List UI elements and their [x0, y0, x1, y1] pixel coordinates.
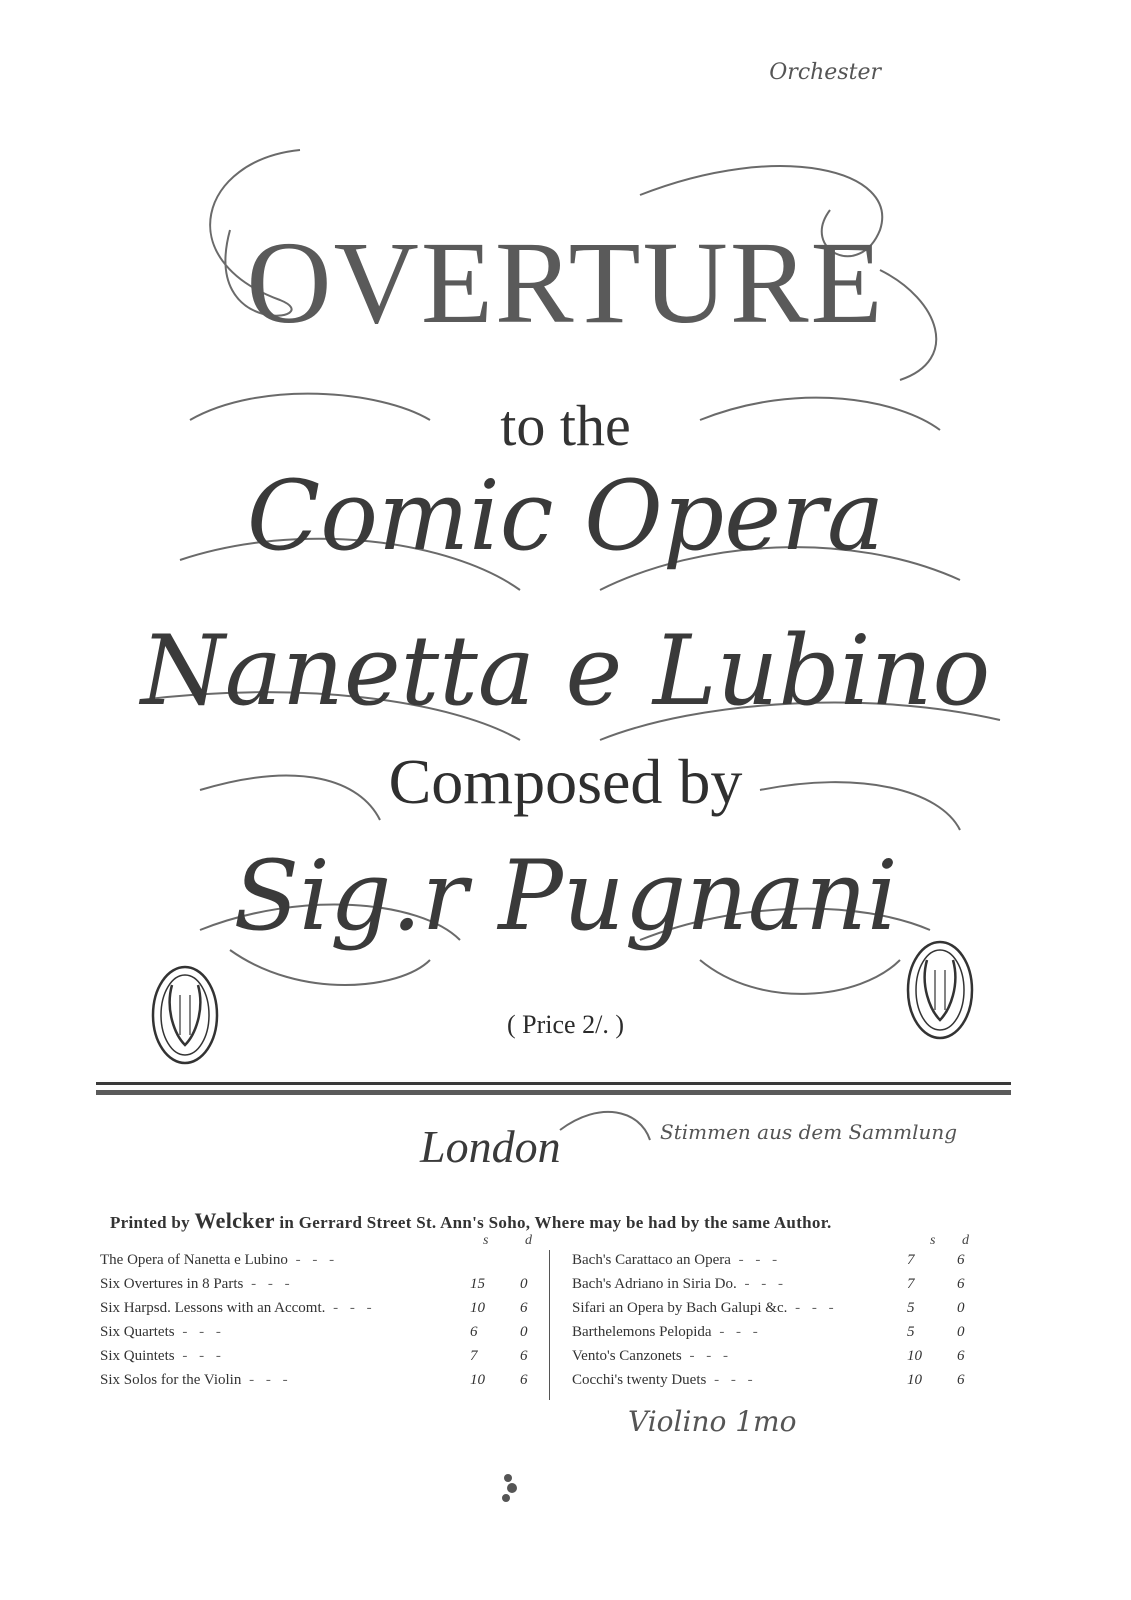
catalog-left [100, 1252, 540, 1402]
catalog-item-title: Vento's Canzonets [572, 1348, 682, 1364]
catalog-item-shillings: 5 [907, 1300, 915, 1316]
catalog-item-pence: 6 [520, 1300, 528, 1316]
col-d-left: d [525, 1233, 532, 1248]
catalog-item-shillings: 5 [907, 1324, 915, 1340]
leader-dots: - - - [787, 1300, 838, 1316]
catalog-item-title: Six Quintets [100, 1348, 175, 1364]
leader-dots: - - - [241, 1372, 292, 1388]
catalog-divider [549, 1250, 550, 1400]
imprint-prefix: Printed by [110, 1213, 190, 1232]
col-s-right: s [930, 1233, 936, 1248]
handwritten-note: Stimmen aus dem Sammlung [660, 1120, 958, 1144]
catalog-item-pence: 6 [957, 1348, 965, 1364]
leader-dots: - - - [706, 1372, 757, 1388]
leader-dots: - - - [174, 1348, 225, 1364]
catalog-item-shillings: 15 [470, 1276, 485, 1292]
leader-dots: - - - [243, 1276, 294, 1292]
catalog-item-title: The Opera of Nanetta e Lubino [100, 1252, 288, 1268]
imprint-publisher: Welcker [194, 1208, 275, 1233]
catalog-item-pence: 6 [520, 1348, 528, 1364]
place-london: London [420, 1121, 561, 1172]
catalog-item-pence: 0 [520, 1276, 528, 1292]
catalog-item-pence: 0 [957, 1324, 965, 1340]
divider-rule-thick [96, 1090, 1011, 1095]
divider-rule [96, 1082, 1011, 1085]
catalog-item [100, 1300, 540, 1317]
library-stamp-icon [502, 1474, 517, 1502]
catalog-item-title: Bach's Adriano in Siria Do. [572, 1276, 737, 1292]
catalog-item-shillings: 10 [470, 1300, 485, 1316]
leader-dots: - - - [174, 1324, 225, 1340]
catalog-item-pence: 0 [957, 1300, 965, 1316]
imprint-line [110, 1208, 832, 1234]
catalog-item [100, 1276, 540, 1293]
leader-dots: - - - [287, 1252, 339, 1268]
composer-name: Sig.r Pugnani [233, 840, 898, 952]
catalog-item-shillings: 7 [907, 1252, 915, 1268]
catalog-item-shillings: 7 [470, 1348, 478, 1364]
catalog-item-pence: 6 [957, 1252, 965, 1268]
imprint-rest: in Gerrard Street St. Ann's Soho, Where may be had by the same Author. [279, 1213, 832, 1232]
catalog-item [100, 1372, 540, 1389]
catalog-item [100, 1252, 540, 1269]
catalog-item [572, 1324, 992, 1341]
catalog-item-pence: 6 [520, 1372, 528, 1388]
catalog-item [572, 1276, 992, 1293]
catalog-item-shillings: 10 [907, 1372, 922, 1388]
catalog-item-title: Cocchi's twenty Duets [572, 1372, 707, 1388]
catalog-item [572, 1252, 992, 1269]
catalog-right [572, 1252, 992, 1402]
catalog-item-title: Six Solos for the Violin [100, 1372, 242, 1388]
catalog-item-title: Six Overtures in 8 Parts [100, 1276, 244, 1292]
catalog-item [572, 1372, 992, 1389]
catalog-item [572, 1348, 992, 1365]
col-d-right: d [962, 1233, 969, 1248]
leader-dots: - - - [325, 1300, 376, 1316]
catalog-item [100, 1324, 540, 1341]
title-to-the: to the [500, 393, 631, 458]
catalog-item-title: Six Harpsd. Lessons with an Accomt. [100, 1300, 326, 1316]
title-overture: OVERTURE [246, 217, 885, 348]
catalog-item [572, 1300, 992, 1317]
catalog-item-pence: 6 [957, 1276, 965, 1292]
catalog-item-pence: 6 [957, 1372, 965, 1388]
leader-dots: - - - [711, 1324, 762, 1340]
catalog-item-title: Barthelemons Pelopida [572, 1324, 712, 1340]
catalog-item-title: Six Quartets [100, 1324, 175, 1340]
corner-handwritten-note: Orchester [769, 60, 881, 85]
catalog-item-shillings: 6 [470, 1324, 478, 1340]
leader-dots: - - - [736, 1276, 788, 1292]
col-s-left: s [483, 1233, 489, 1248]
catalog-item-shillings: 10 [907, 1348, 922, 1364]
catalog-item-pence: 0 [520, 1324, 528, 1340]
leader-dots: - - - [730, 1252, 782, 1268]
price: ( Price 2/. ) [507, 1010, 624, 1039]
catalog-item-shillings: 7 [907, 1276, 915, 1292]
title-comic-opera: Comic Opera [246, 460, 885, 572]
catalog-item-shillings: 10 [470, 1372, 485, 1388]
composed-by: Composed by [388, 746, 743, 817]
catalog-item-title: Sifari an Opera by Bach Galupi &c. [572, 1300, 788, 1316]
leader-dots: - - - [681, 1348, 733, 1364]
catalog-item [100, 1348, 540, 1365]
title-opera-name: Nanetta e Lubino [140, 615, 991, 727]
catalog-item-title: Bach's Carattaco an Opera [572, 1252, 731, 1268]
part-label: Violino 1mo [628, 1405, 797, 1438]
